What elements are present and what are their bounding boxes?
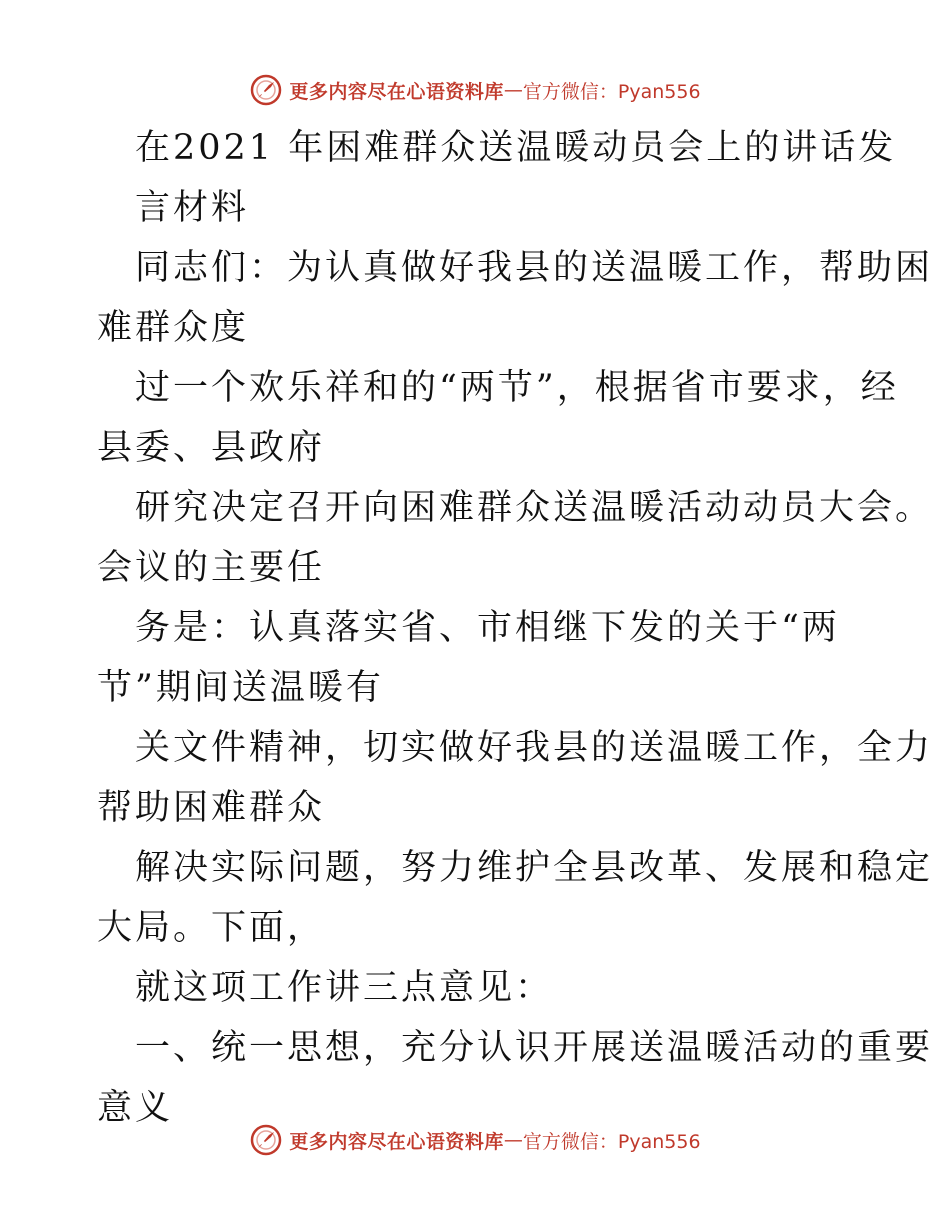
section-heading-line: 意义 — [97, 1088, 174, 1128]
paragraph-line: 大局。下面， — [97, 908, 326, 948]
pen-nib-logo-icon — [249, 1123, 283, 1157]
paragraph-line: 难群众度 — [97, 308, 250, 348]
paragraph-line: 研究决定召开向困难群众送温暖活动动员大会。 — [135, 488, 934, 528]
watermark-wechat-text: 官方微信：Pyan556 — [522, 1130, 701, 1153]
paragraph-line: 解决实际问题，努力维护全县改革、发展和稳定 — [135, 848, 934, 888]
header-watermark — [0, 70, 950, 110]
watermark-site-text: 更多内容尽在心语资料库 — [289, 1130, 504, 1153]
paragraph-line: 关文件精神，切实做好我县的送温暖工作，全力 — [135, 728, 934, 768]
paragraph-line: 就这项工作讲三点意见： — [135, 968, 554, 1008]
section-heading-line: 一、统一思想，充分认识开展送温暖活动的重要 — [135, 1028, 934, 1068]
pen-nib-logo-icon — [249, 73, 283, 107]
paragraph-line: 过一个欢乐祥和的“两节”，根据省市要求，经 — [135, 368, 899, 408]
paragraph-line: 县委、县政府 — [97, 428, 326, 468]
paragraph-line: 节”期间送温暖有 — [97, 668, 384, 708]
paragraph-line: 会议的主要任 — [97, 548, 326, 588]
watermark-separator: — — [503, 1129, 523, 1151]
document-title-line-1: 在2021 年困难群众送温暖动员会上的讲话发 — [135, 128, 897, 168]
paragraph-line: 同志们：为认真做好我县的送温暖工作，帮助困 — [135, 248, 934, 288]
paragraph-line: 务是：认真落实省、市相继下发的关于“两 — [135, 608, 840, 648]
footer-watermark — [0, 1120, 950, 1160]
document-title-line-2: 言材料 — [135, 188, 250, 228]
paragraph-line: 帮助困难群众 — [97, 788, 326, 828]
watermark-wechat-text: 官方微信：Pyan556 — [522, 80, 701, 103]
watermark-separator: — — [503, 79, 523, 101]
watermark-site-text: 更多内容尽在心语资料库 — [289, 80, 504, 103]
document-body — [97, 118, 934, 1138]
